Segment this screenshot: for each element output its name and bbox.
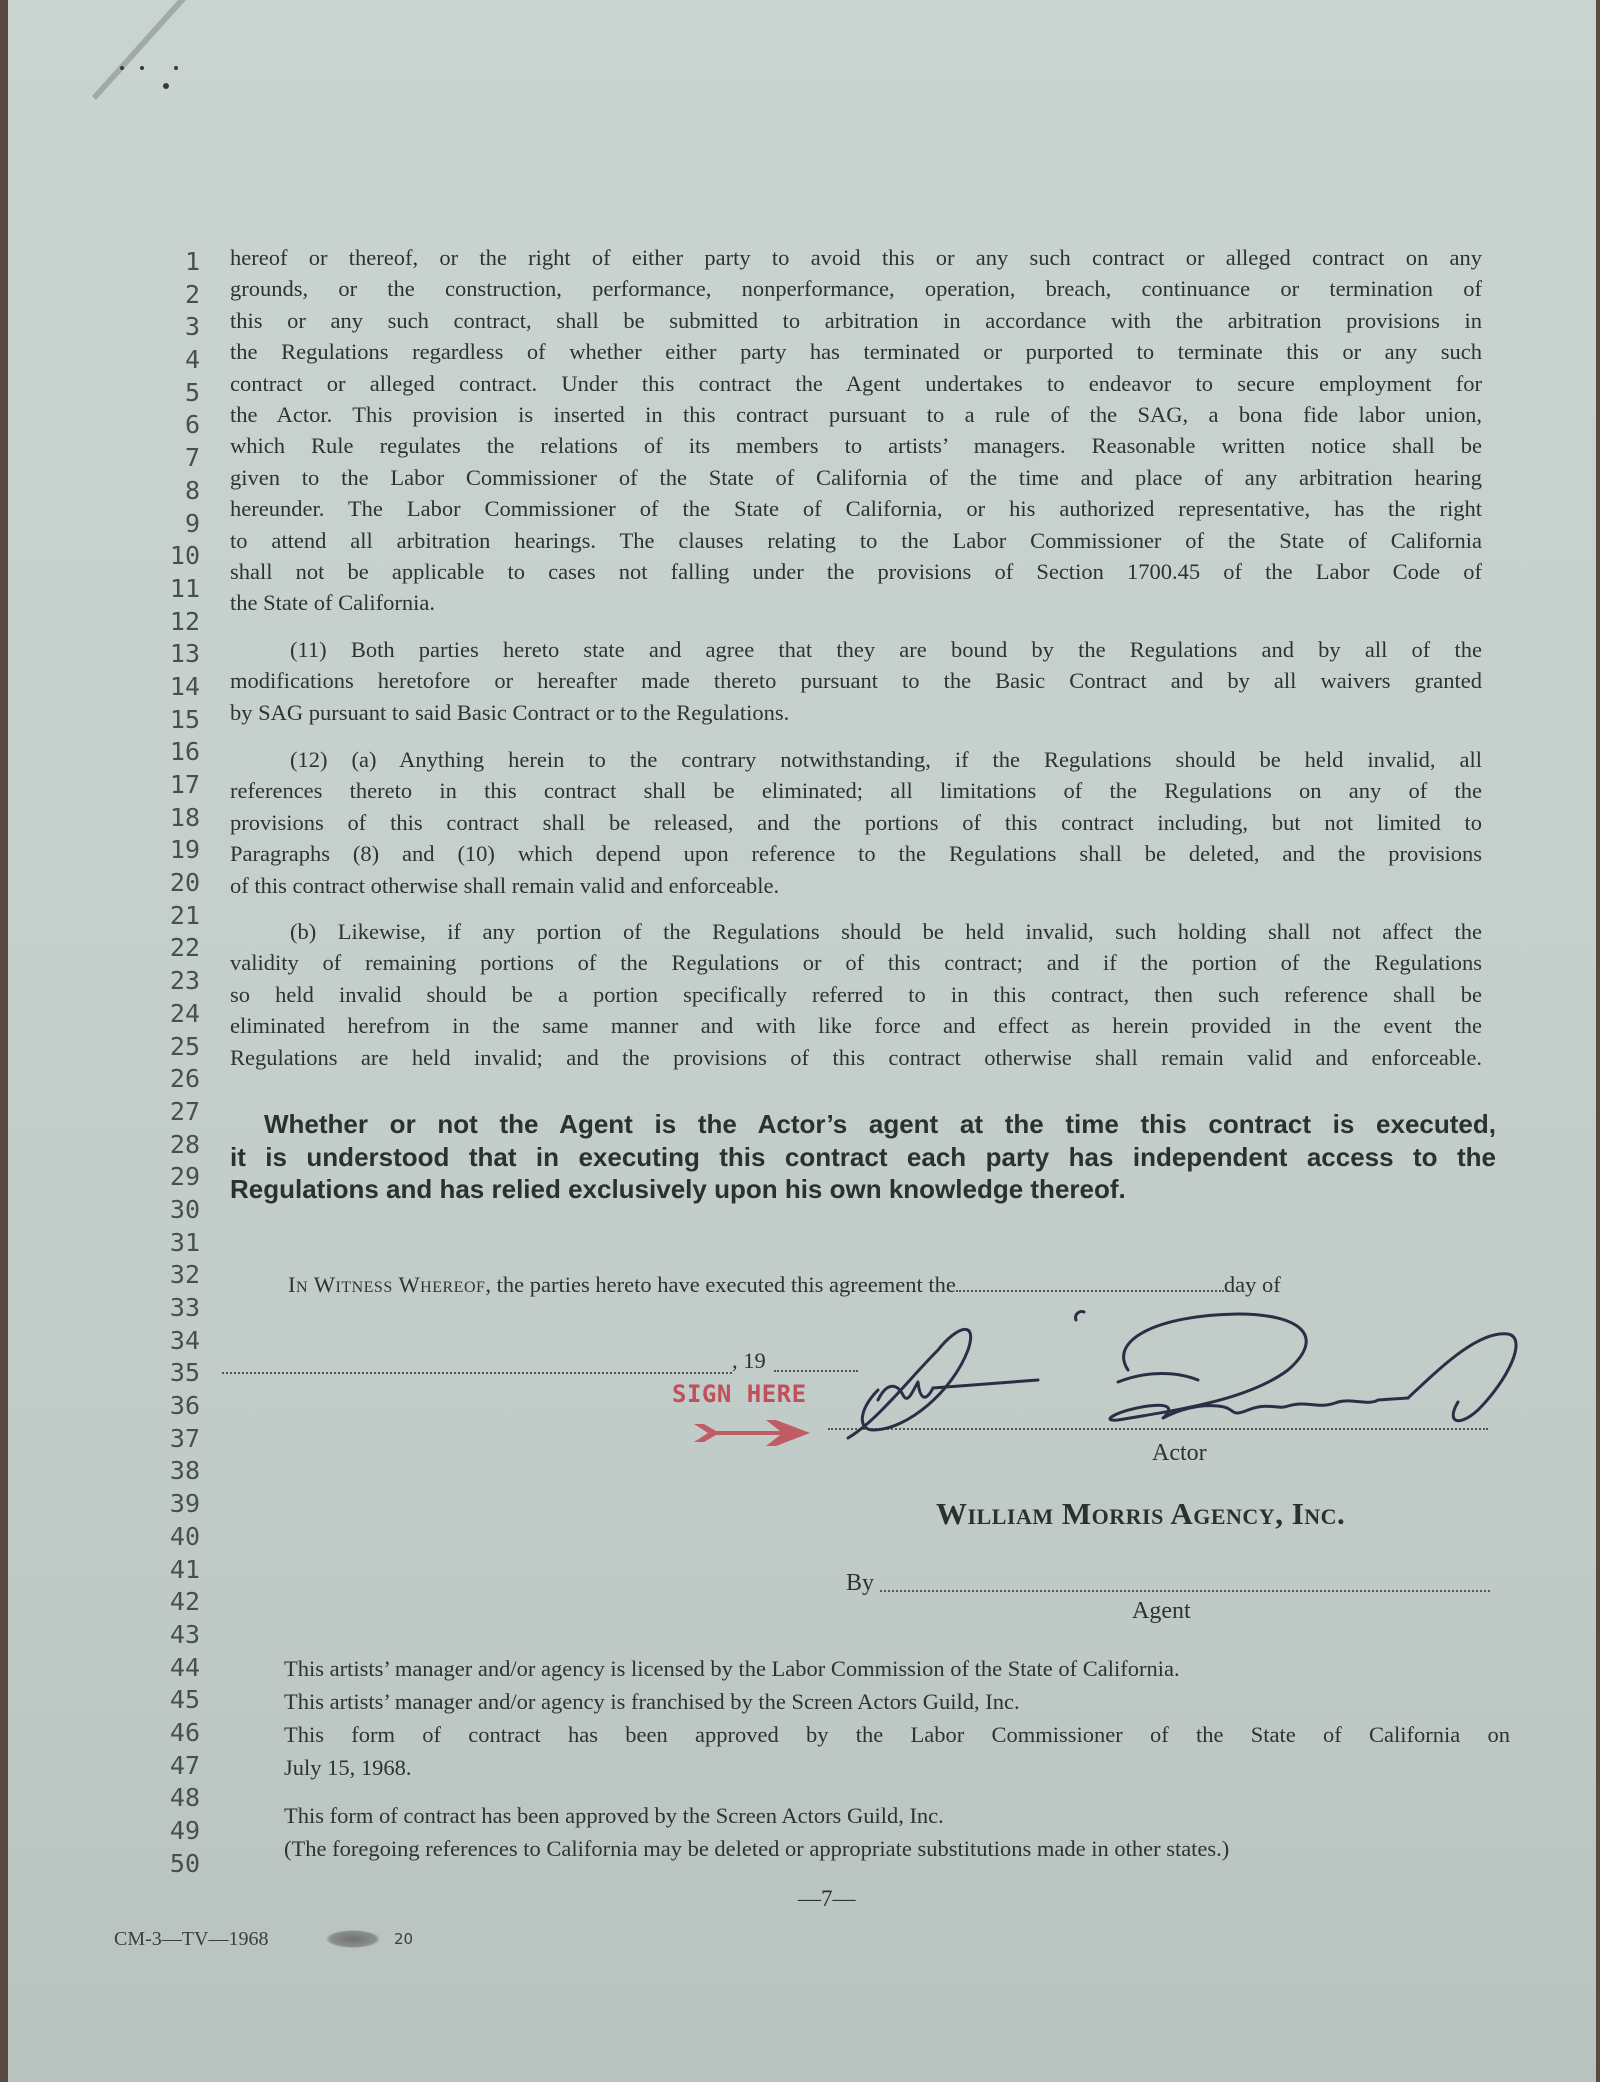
day-blank-field[interactable]: [956, 1286, 1224, 1292]
union-label-icon: [326, 1930, 380, 1948]
line-number: 30: [169, 1194, 200, 1224]
text-line: to attend all arbitration hearings. The clauses relating to the Labor Commissioner of the State of California: [230, 527, 1482, 553]
text-line: hereunder. The Labor Commissioner of the State of California, or his authorized representative, has the right: [230, 496, 1482, 522]
line-number: 8: [184, 475, 200, 505]
line-number: 18: [169, 802, 200, 832]
text-line: shall not be applicable to cases not falling under the provisions of Section 1700.45 of the Labor Code of: [230, 559, 1482, 585]
line-number: 10: [169, 541, 200, 571]
line-number: 46: [169, 1717, 200, 1747]
text-line: (12) (a) Anything herein to the contrary notwithstanding, if the Regulations should be held invalid, all: [290, 747, 1482, 772]
line-number: 32: [169, 1260, 200, 1290]
line-number: 33: [169, 1293, 200, 1322]
line-number: 9: [184, 508, 200, 538]
paper-crease-mark: [8, 0, 208, 120]
line-number: 2: [184, 279, 200, 309]
note-line: (The foregoing references to California may be deleted or appropriate substitutions made in other states.): [284, 1836, 1230, 1861]
text-line: hereof or thereof, or the right of either party to avoid this or any such contract or alleged contract on any: [230, 245, 1482, 270]
text-line: the State of California.: [230, 590, 435, 616]
text-line: validity of remaining portions of the Regulations or of this contract; and if the portion of the Regulations: [230, 950, 1482, 976]
page-number: —7—: [798, 1886, 856, 1911]
independent-access-notice: [230, 1108, 1496, 1206]
note-line: This artists’ manager and/or agency is licensed by the Labor Commission of the State of California.: [284, 1656, 1180, 1681]
union-label-number: 20: [394, 1930, 414, 1948]
licensing-notes: [284, 1652, 1510, 1865]
text-line: of this contract otherwise shall remain valid and enforceable.: [230, 872, 780, 898]
line-number: 37: [169, 1423, 200, 1453]
text-line: Whether or not the Agent is the Actor’s agent at the time this contract is executed,: [264, 1109, 1496, 1139]
text-line: modifications heretofore or hereafter made thereto pursuant to the Basic Contract and by all waivers granted: [230, 668, 1482, 694]
line-number: 40: [169, 1521, 200, 1551]
line-number: 20: [169, 868, 200, 898]
note-line: This form of contract has been approved by the Labor Commissioner of the State of California on: [284, 1722, 1510, 1747]
text-line: references thereto in this contract shall be eliminated; all limitations of the Regulations on any of the: [230, 778, 1482, 804]
actor-handwritten-signature: [818, 1310, 1548, 1450]
text-line: the Regulations regardless of whether either party has terminated or purported to terminate this or any such: [230, 339, 1482, 365]
text-line: which Rule regulates the relations of its members to artists’ managers. Reasonable written notice shall be: [230, 433, 1482, 459]
note-line: This artists’ manager and/or agency is franchised by the Screen Actors Guild, Inc.: [284, 1689, 1020, 1714]
line-number: 6: [184, 410, 200, 440]
contract-page: [8, 0, 1596, 2082]
line-number: 5: [184, 377, 200, 407]
text-line: Regulations and has relied exclusively upon his own knowledge thereof.: [230, 1174, 1126, 1204]
text-line: this or any such contract, shall be submitted to arbitration in accordance with the arbitration provisions in: [230, 307, 1482, 333]
line-number: 34: [169, 1325, 200, 1355]
line-number: 48: [169, 1783, 200, 1813]
line-number: 1: [184, 247, 200, 276]
witness-clause: [288, 1272, 1498, 1298]
text-line: contract or alleged contract. Under this contract the Agent undertakes to endeavor to secure employment for: [230, 370, 1482, 396]
text-line: Paragraphs (8) and (10) which depend upon reference to the Regulations shall be deleted, and the provisions: [230, 841, 1482, 867]
line-number: 12: [169, 606, 200, 636]
text-line: (b) Likewise, if any portion of the Regulations should be held invalid, such holding shall not affect the: [290, 919, 1482, 944]
line-number: 3: [184, 312, 200, 342]
line-number: 36: [169, 1391, 200, 1421]
line-number: 28: [169, 1129, 200, 1159]
line-number: 13: [169, 639, 200, 669]
line-number: 23: [169, 966, 200, 996]
line-number: 35: [169, 1358, 200, 1388]
line-number: 44: [169, 1652, 200, 1682]
line-number: 24: [169, 998, 200, 1028]
agent-label: Agent: [1132, 1598, 1191, 1624]
line-number: 43: [169, 1619, 200, 1649]
line-number: 21: [169, 900, 200, 930]
line-number-column: [148, 246, 200, 1880]
line-number: 26: [169, 1064, 200, 1094]
line-number: 4: [184, 345, 200, 375]
text-line: so held invalid should be a portion specifically referred to in this contract, then such reference shall be: [230, 981, 1482, 1007]
line-number: 38: [169, 1456, 200, 1486]
sign-here-label: SIGN HERE: [672, 1380, 807, 1408]
line-number: 16: [169, 737, 200, 767]
sign-here-arrow-icon: [694, 1418, 812, 1448]
line-number: 47: [169, 1750, 200, 1780]
agency-name: William Morris Agency, Inc.: [936, 1496, 1346, 1531]
text-line: grounds, or the construction, performance, nonperformance, operation, breach, continuance or termination of: [230, 276, 1482, 302]
text-line: it is understood that in executing this contract each party has independent access to the: [230, 1141, 1496, 1172]
text-line: provisions of this contract shall be released, and the portions of this contract including, but not limited to: [230, 809, 1482, 835]
line-number: 50: [169, 1848, 200, 1878]
text-line: the Actor. This provision is inserted in this contract pursuant to a rule of the SAG, a bona fide labor union,: [230, 402, 1482, 428]
witness-text: , the parties hereto have executed this agreement the: [485, 1272, 956, 1297]
line-number: 39: [169, 1489, 200, 1519]
paragraph-arbitration-continuation: [230, 242, 1482, 619]
by-label: By: [846, 1570, 875, 1596]
note-line: This form of contract has been approved by the Screen Actors Guild, Inc.: [284, 1803, 944, 1828]
text-line: eliminated herefrom in the same manner and with like force and effect as herein provided in the event the: [230, 1013, 1482, 1039]
line-number: 42: [169, 1587, 200, 1617]
line-number: 25: [169, 1031, 200, 1061]
text-line: Regulations are held invalid; and the provisions of this contract otherwise shall remain valid and enforceable.: [230, 1044, 1482, 1070]
line-number: 19: [169, 835, 200, 865]
paragraph-12b: [230, 916, 1482, 1073]
note-line: July 15, 1968.: [284, 1755, 412, 1780]
line-number: 22: [169, 933, 200, 963]
line-number: 11: [169, 573, 200, 603]
form-code: CM-3—TV—1968: [114, 1928, 269, 1950]
line-number: 15: [169, 704, 200, 734]
year-prefix: , 19: [732, 1348, 766, 1373]
line-number: 45: [169, 1685, 200, 1715]
line-number: 41: [169, 1554, 200, 1584]
line-number: 31: [169, 1227, 200, 1257]
text-line: given to the Labor Commissioner of the State of California of the time and place of any arbitration hearing: [230, 464, 1482, 490]
line-number: 27: [169, 1096, 200, 1126]
text-line: (11) Both parties hereto state and agree that they are bound by the Regulations and by all of the: [290, 637, 1482, 662]
witness-lead: In Witness Whereof: [288, 1272, 486, 1297]
text-line: by SAG pursuant to said Basic Contract or to the Regulations.: [230, 699, 790, 725]
day-of-label: day of: [1223, 1272, 1281, 1297]
agent-signature-field[interactable]: [880, 1586, 1490, 1592]
line-number: 14: [169, 671, 200, 701]
line-number: 29: [169, 1162, 200, 1192]
month-blank-field[interactable]: [222, 1368, 732, 1374]
paragraph-12a: [230, 744, 1482, 901]
line-number: 7: [184, 443, 200, 473]
line-number: 49: [169, 1816, 200, 1845]
actor-label: Actor: [1152, 1440, 1207, 1466]
line-number: 17: [169, 770, 200, 799]
paragraph-11: [230, 634, 1482, 728]
